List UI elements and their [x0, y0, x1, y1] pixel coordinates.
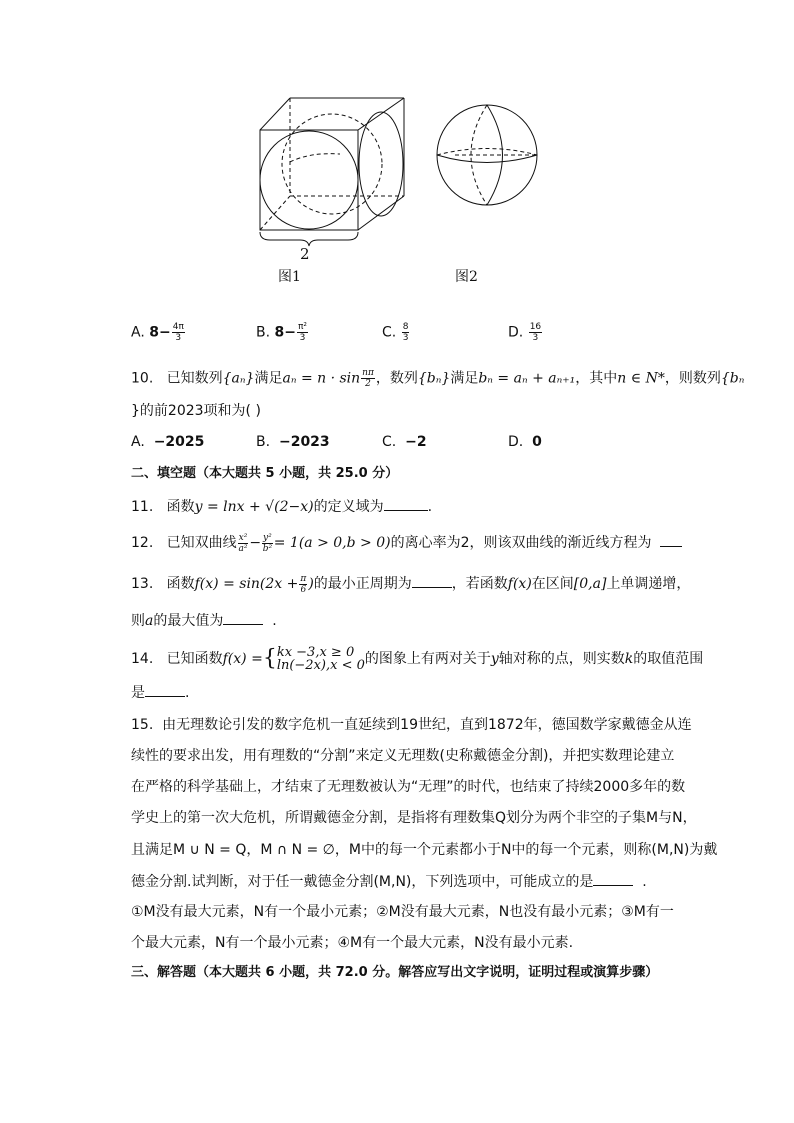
q15-line1: 15. 由无理数论引发的数字危机一直延续到19世纪，直到1872年，德国数学家戴德金从连: [131, 717, 692, 733]
q15-line8: 个最大元素，N有一个最小元素；④M有一个最大元素，N没有最小元素.: [131, 935, 574, 951]
q11-blank[interactable]: [384, 496, 428, 511]
brace-symbol: {: [262, 646, 277, 671]
q13-line1: 13. 函数f(x) = sin(2x + $\frac{\pi}{6}$ )的最小正周期为 ，若函数f(x)在区间[0,a]上单调递增，: [131, 573, 691, 595]
q11: 11. 函数y = lnx + √(2−x)的定义域为 .: [131, 496, 432, 517]
q15-line7: ①M没有最大元素，N有一个最小元素；②M没有最大元素，N也没有最小元素；③M有一: [131, 904, 674, 920]
q9-option-a: A. 8− $\frac{4\pi}{3}$: [131, 322, 184, 343]
q10-line1: 10. 已知数列{aₙ}满足aₙ = n · sin $\frac{n\pi}{2}$ ，数列{bₙ}满足bₙ = aₙ + aₙ₊₁，其中n ∈ N*，则数列{bₙ: [131, 368, 745, 389]
fig1-caption: 图1: [278, 269, 301, 285]
fig2-caption: 图2: [455, 269, 478, 285]
q15-line4: 学史上的第一次大危机，所谓戴德金分割，是指将有理数集Q划分为两个非空的子集M与N，: [131, 810, 697, 826]
q14-line1: 14. 已知函数f(x) ={ kx −3,x ≥ 0 ln(−2x),x < 0 的图象上有两对关于y轴对称的点，则实数k的取值范围: [131, 645, 704, 673]
q15-line5: 且满足M ∪ N = Q，M ∩ N = ∅，M中的每一个元素都小于N中的每一个元素，则称(M,N)为戴: [131, 842, 718, 858]
q14-blank[interactable]: [145, 682, 185, 697]
q14-line2: 是 .: [131, 682, 189, 703]
fig1-dimension-label: 2: [300, 245, 310, 263]
q15-blank[interactable]: [593, 871, 633, 886]
q13-line2: 则a的最大值为 .: [131, 610, 277, 631]
section3-heading: 三、解答题（本大题共 6 小题，共 72.0 分。解答应写出文字说明，证明过程或演算步骤）: [131, 965, 659, 980]
q10-option-d: D. 0: [508, 434, 542, 450]
q10-option-b: B. −2023: [256, 434, 330, 450]
cube-sphere-figure: [250, 92, 550, 292]
q15-line6: 德金分割.试判断，对于任一戴德金分割(M,N)，下列选项中，可能成立的是 .: [131, 871, 647, 892]
q9-option-c: C. $\frac{8}{3}$: [382, 322, 409, 343]
section2-heading: 二、填空题（本大题共 5 小题，共 25.0 分）: [131, 466, 399, 481]
q13-blank-2[interactable]: [223, 610, 263, 625]
q9-option-d: D. $\frac{16}{3}$: [508, 322, 542, 343]
q15-line2: 续性的要求出发，用有理数的“分割”来定义无理数(史称戴德金分割)，并把实数理论建立: [131, 748, 675, 764]
q10-option-a: A. −2025: [131, 434, 205, 450]
q15-line3: 在严格的科学基础上，才结束了无理数被认为“无理”的时代，也结束了持续2000多年的数: [131, 779, 686, 795]
q12-blank[interactable]: [660, 532, 682, 547]
q9-option-b: B. 8− $\frac{\text{π²}}{3}$: [256, 322, 308, 343]
q13-blank-1[interactable]: [412, 573, 452, 588]
q10-line2: }的前2023项和为( ): [131, 403, 261, 419]
q10-option-c: C. −2: [382, 434, 427, 450]
figures-area: [250, 92, 550, 292]
q12: 12. 已知双曲线 $\frac{\text{x²}}{\text{a²}}$ − $\frac{\text{y²}}{\text{b²}}$ = 1(a > 0,b > 0)的离心率为2，则该双曲线的渐近线方程为: [131, 532, 682, 554]
